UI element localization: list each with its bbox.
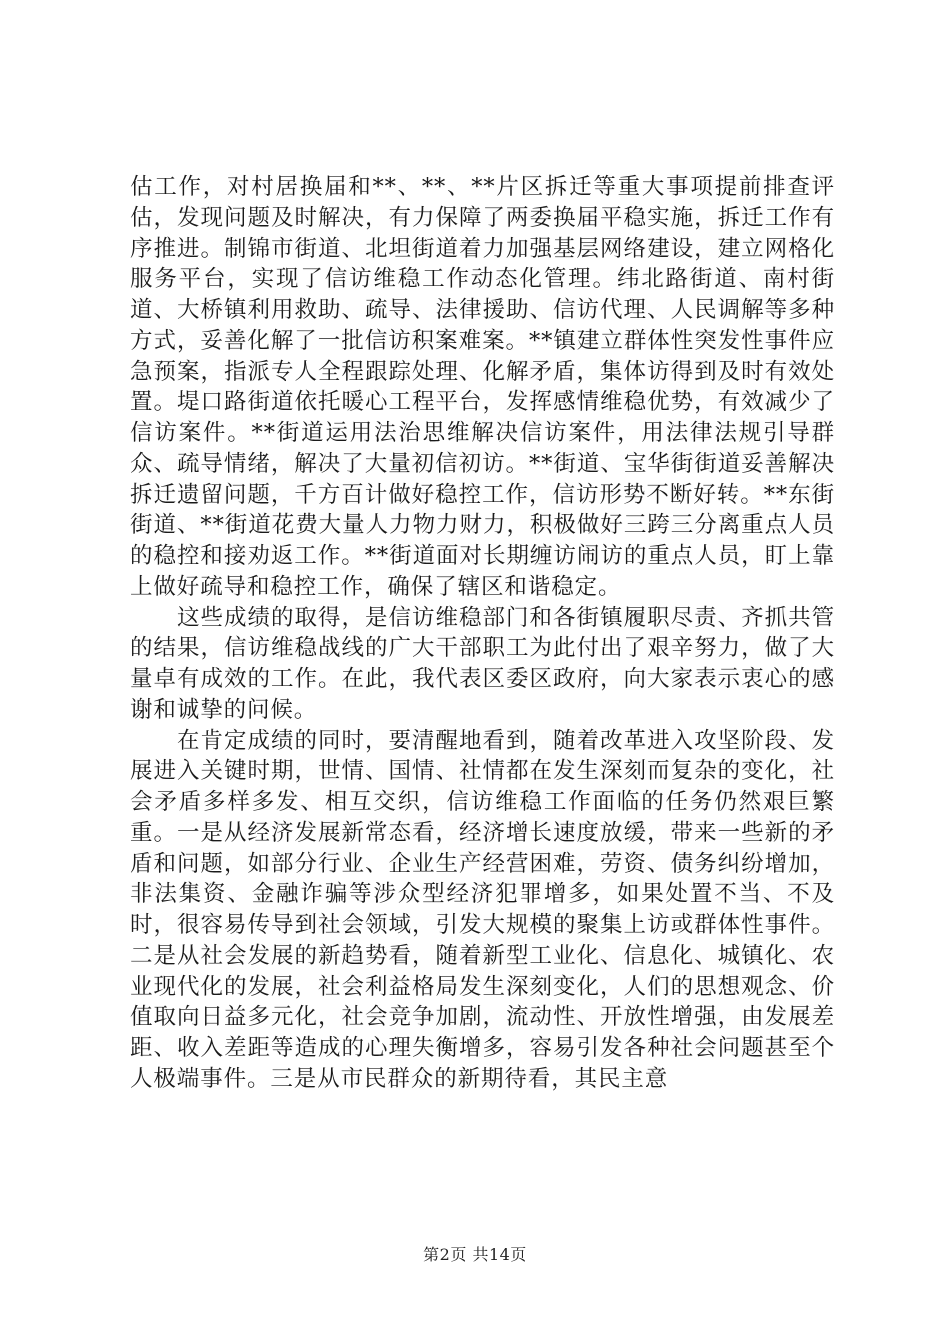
page-number: 第2页 共14页 (423, 1245, 527, 1264)
paragraph-achievements: 这些成绩的取得，是信访维稳部门和各街镇履职尽责、齐抓共管的结果，信访维稳战线的广大干部职工为此付出了艰辛努力，做了大量卓有成效的工作。在此，我代表区委区政府，向大家表示衷心的感谢和诚挚的问候。 (130, 604, 835, 723)
document-body (130, 172, 835, 1095)
paragraph-continued: 估工作，对村居换届和**、**、**片区拆迁等重大事项提前排查评估，发现问题及时解决，有力保障了两委换届平稳实施，拆迁工作有序推进。制锦市街道、北坦街道着力加强基层网络建设，建立网格化服务平台，实现了信访维稳工作动态化管理。纬北路街道、南村街道、大桥镇利用救助、疏导、法律援助、信访代理、人民调解等多种方式，妥善化解了一批信访积案难案。**镇建立群体性突发性事件应急预案，指派专人全程跟踪处理、化解矛盾，集体访得到及时有效处置。堤口路街道依托暖心工程平台，发挥感情维稳优势，有效减少了信访案件。**街道运用法治思维解决信访案件，用法律法规引导群众、疏导情绪，解决了大量初信初访。**街道、宝华街街道妥善解决拆迁遗留问题，千方百计做好稳控工作，信访形势不断好转。**东街街道、**街道花费大量人力物力财力，积极做好三跨三分离重点人员的稳控和接劝返工作。**街道面对长期缠访闹访的重点人员，盯上靠上做好疏导和稳控工作，确保了辖区和谐稳定。 (130, 174, 835, 600)
paragraph-challenges: 在肯定成绩的同时，要清醒地看到，随着改革进入攻坚阶段、发展进入关键时期，世情、国情、社情都在发生深刻而复杂的变化，社会矛盾多样多发、相互交织，信访维稳工作面临的任务仍然艰巨繁重。一是从经济发展新常态看，经济增长速度放缓，带来一些新的矛盾和问题，如部分行业、企业生产经营困难，劳资、债务纠纷增加，非法集资、金融诈骗等涉众型经济犯罪增多，如果处置不当、不及时，很容易传导到社会领域，引发大规模的聚集上访或群体性事件。二是从社会发展的新趋势看，随着新型工业化、信息化、城镇化、农业现代化的发展，社会利益格局发生深刻变化，人们的思想观念、价值取向日益多元化，社会竞争加剧，流动性、开放性增强，由发展差距、收入差距等造成的心理失衡增多，容易引发各种社会问题甚至个人极端事件。三是从市民群众的新期待看，其民主意 (130, 727, 835, 1092)
